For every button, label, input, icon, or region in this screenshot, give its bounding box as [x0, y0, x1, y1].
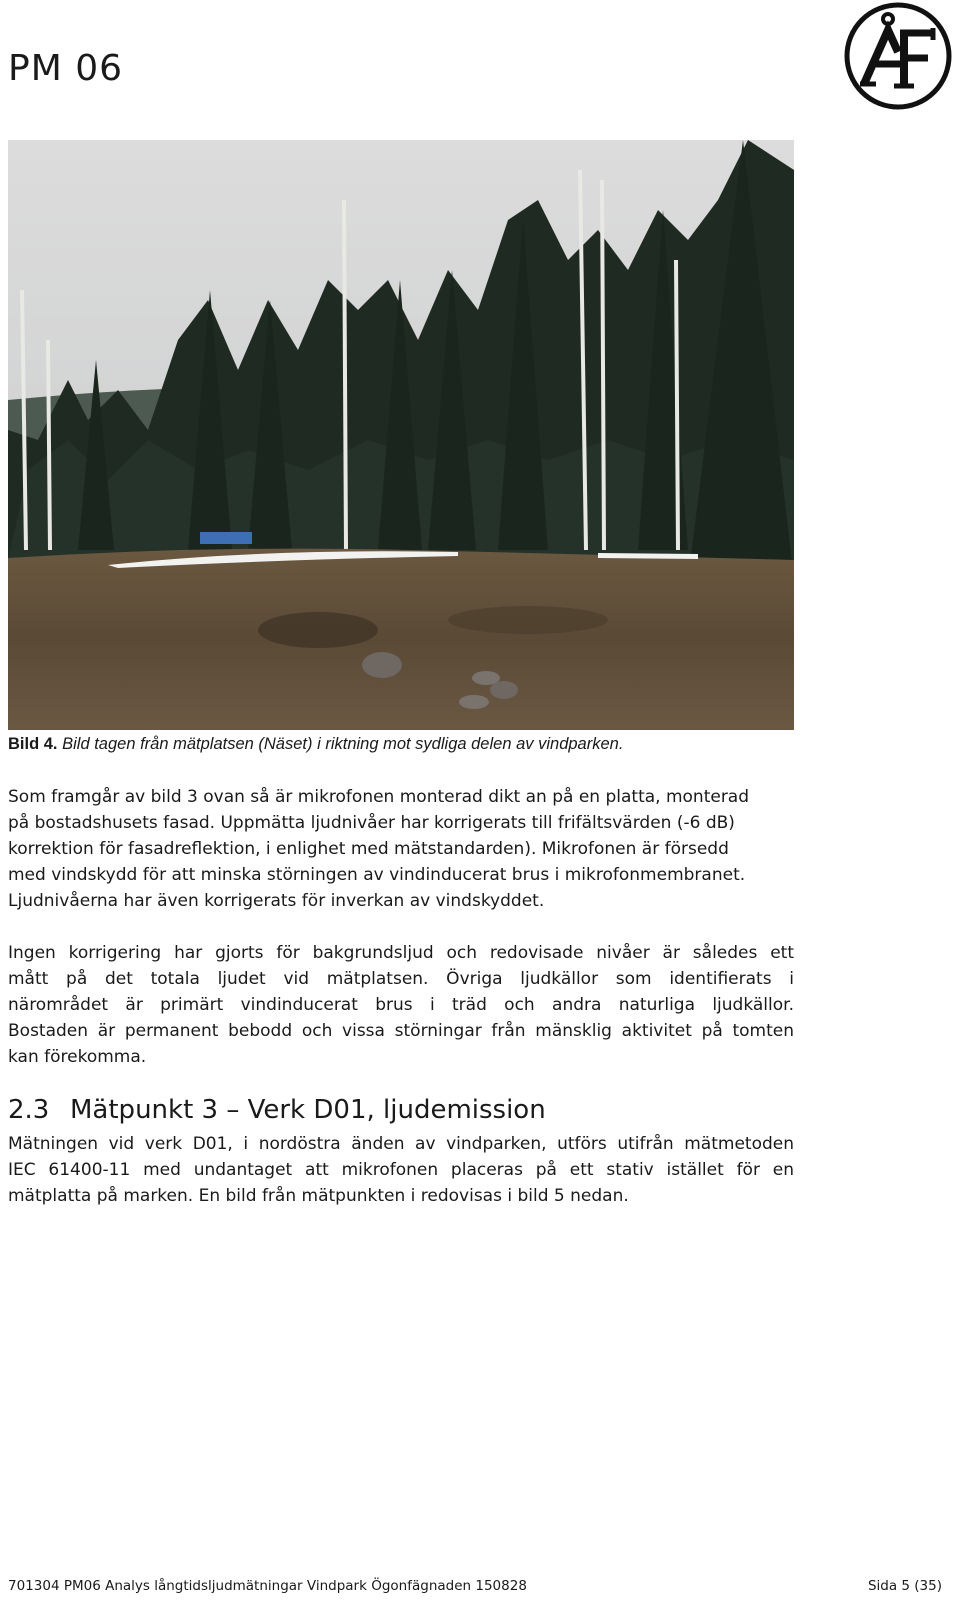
- paragraph-line: med vindskydd för att minska störningen av vindinducerat brus i mikrofonmembranet.: [8, 865, 746, 885]
- page-title: PM 06: [8, 48, 124, 89]
- paragraph-line: Ingen korrigering har gjorts för bakgrundsljud och redovisade nivåer är således ett: [8, 943, 794, 963]
- paragraph-line: Bostaden är permanent bebodd och vissa störningar från mänsklig aktivitet på tomten: [8, 1021, 794, 1041]
- paragraph-line: närområdet är primärt vindinducerat brus i träd och andra naturliga ljudkällor.: [8, 995, 794, 1015]
- footer-page-number: Sida 5 (35): [867, 1578, 942, 1594]
- paragraph-line: Mätningen vid verk D01, i nordöstra änden av vindparken, utförs utifrån mätmetoden: [8, 1134, 794, 1154]
- field-forest-photo: [8, 140, 794, 730]
- paragraph-line: IEC 61400-11 med undantaget att mikrofonen placeras på ett stativ istället för en: [8, 1160, 794, 1180]
- paragraph-microphone: [8, 784, 794, 914]
- figure-caption-text: Bild tagen från mätplatsen (Näset) i riktning mot sydliga delen av vindparken.: [62, 735, 624, 753]
- section-title: Mätpunkt 3 – Verk D01, ljudemission: [70, 1095, 546, 1125]
- paragraph-background-noise: [8, 940, 794, 1070]
- paragraph-line: Som framgår av bild 3 ovan så är mikrofonen monterad dikt an på en platta, monterad: [8, 787, 750, 807]
- section-number: 2.3: [8, 1095, 50, 1125]
- figure-label: Bild 4.: [8, 735, 58, 753]
- paragraph-line: på bostadshusets fasad. Uppmätta ljudnivåer har korrigerats till frifältsvärden (-6 dB): [8, 813, 735, 833]
- paragraph-measurement: [8, 1131, 794, 1209]
- paragraph-line: mätplatta på marken. En bild från mätpunkten i redovisas i bild 5 nedan.: [8, 1186, 629, 1206]
- af-logo-icon: [842, 0, 954, 112]
- footer-document-id: 701304 PM06 Analys långtidsljudmätningar Vindpark Ögonfägnaden 150828: [8, 1578, 527, 1594]
- paragraph-line: mått på det totala ljudet vid mätplatsen. Övriga ljudkällor som identifierats i: [8, 969, 794, 989]
- paragraph-line: Ljudnivåerna har även korrigerats för inverkan av vindskyddet.: [8, 891, 545, 911]
- paragraph-line: kan förekomma.: [8, 1047, 147, 1067]
- figure-caption: [8, 735, 794, 754]
- paragraph-line: korrektion för fasadreflektion, i enlighet med mätstandarden). Mikrofonen är försedd: [8, 839, 729, 859]
- section-heading: [8, 1095, 546, 1125]
